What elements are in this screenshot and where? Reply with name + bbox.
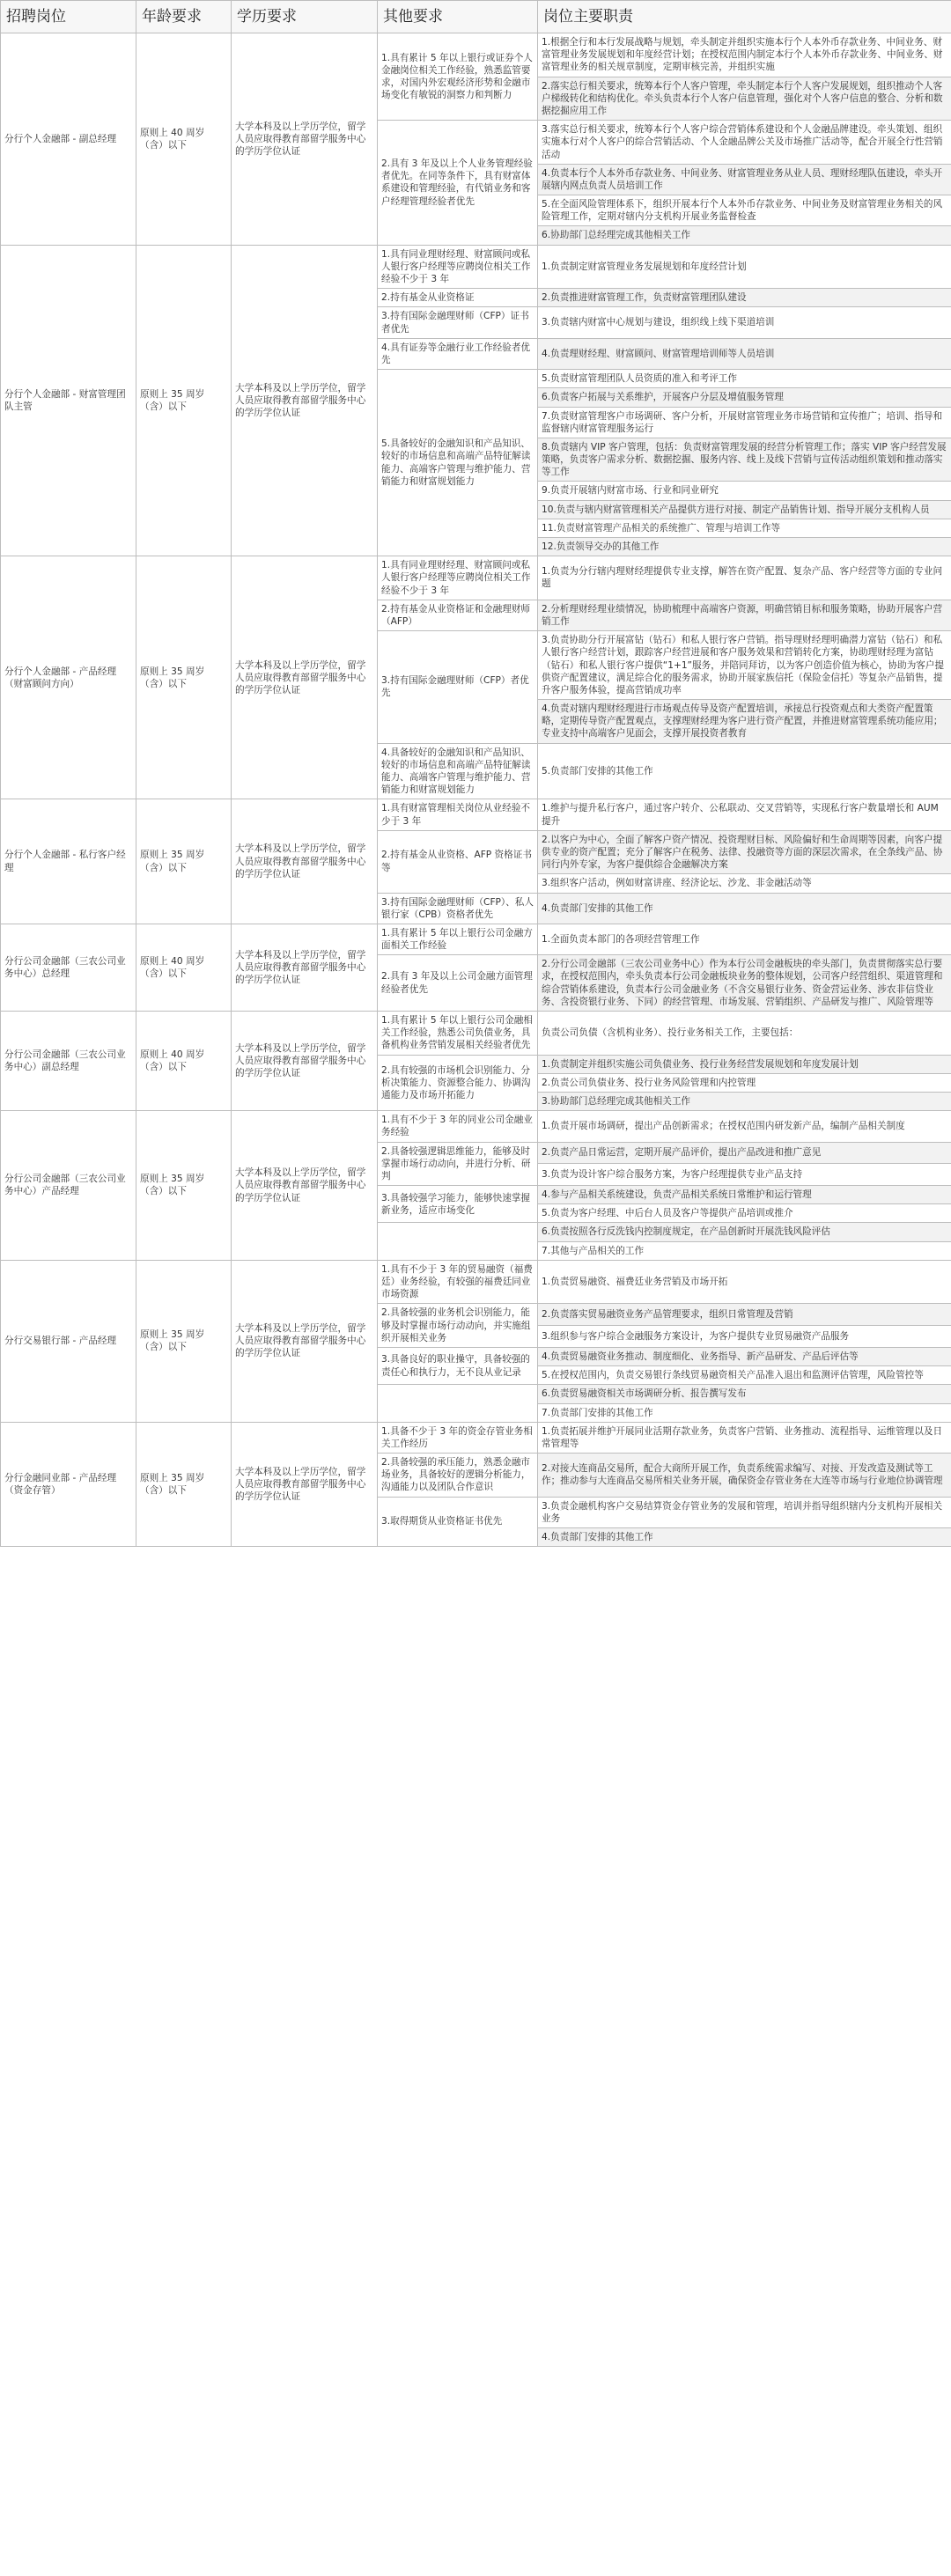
other-requirement-cell: 1.具有不少于 3 年的同业公司金融业务经验 [378,1111,538,1142]
other-requirement-cell: 3.持有国际金融理财师（CFP）证书者优先 [378,307,538,338]
table-row [1,245,951,289]
header-other-requirements: 其他要求 [378,1,538,33]
duty-cell: 2.负责推进财富管理工作，负责财富管理团队建设 [538,289,951,307]
duty-cell: 5.在全面风险管理体系下，组织开展本行个人本外币存款业务、中间业务及财富管理业务相关的风险管理工作，定期对辖内分支机构开展业务监督检查 [538,195,951,226]
duty-cell: 1.负责拓展并维护开展同业活期存款业务，负责客户营销、业务推动、流程指导、运维管理以及日常管理等 [538,1422,951,1453]
duty-cell: 2.负责落实贸易融资业务产品管理要求，组织日常管理及营销 [538,1304,951,1326]
age-requirement-cell: 原则上 35 周岁（含）以下 [136,1260,232,1422]
age-requirement-cell: 原则上 35 周岁（含）以下 [136,245,232,556]
duty-cell: 12.负责领导交办的其他工作 [538,538,951,556]
duty-cell: 4.负责部门安排的其他工作 [538,893,951,924]
age-requirement-cell: 原则上 35 周岁（含）以下 [136,799,232,924]
other-requirement-cell: 2.持有基金从业资格证 [378,289,538,307]
other-requirement-cell: 1.具有不少于 3 年的贸易融资（福费廷）业务经验，有较强的福费廷同业市场资源 [378,1260,538,1304]
duty-cell: 3.组织客户活动，例如财富讲座、经济论坛、沙龙、非金融活动等 [538,874,951,893]
age-requirement-cell: 原则上 35 周岁（含）以下 [136,1111,232,1261]
job-post-cell: 分行公司金融部（三农公司业务中心）产品经理 [1,1111,136,1261]
duty-cell: 8.负责辖内 VIP 客户管理，包括：负责财富管理发展的经营分析管理工作；落实 VIP 客户经营发展策略，负责客户需求分析、数据挖掘、服务内容、线上及线下营销与宣传活动组织策划和推动落实等工作 [538,438,951,482]
duty-cell: 6.负责按照各行反洗钱内控制度规定，在产品创新时开展洗钱风险评估 [538,1223,951,1241]
duty-cell: 1.全面负责本部门的各项经营管理工作 [538,924,951,954]
table-row [1,1111,951,1142]
other-requirement-cell [378,1385,538,1422]
duty-cell: 3.负责协助分行开展富钻（钻石）和私人银行客户营销。指导理财经理明确潜力富钻（钻石）和私人银行客户经营计划，跟踪客户经营进展和客户服务效果和营销转化方案，协助理财经理为富钻（钻石）和私人银行客户提供“1+1”服务，并陪同拜访，以为客户创造价值为核心，协助为客户提供资产配置建议，满足综合化的服务需求，协助开展家族信托（保险金信托）等复杂产品销售，提升客户服务体验，提高营销成功率 [538,631,951,700]
duty-cell: 4.负责理财经理、财富顾问、财富管理培训师等人员培训 [538,338,951,369]
other-requirement-cell: 5.具备较好的金融知识和产品知识、较好的市场信息和高端产品特征解读能力、高端客户管理与维护能力、营销能力和财富规划能力 [378,370,538,556]
duty-cell: 2.落实总行相关要求，统筹本行个人客户管理，牵头制定本行个人客户发展规划，组织推动个人客户梯级转化和结构优化。牵头负责本行个人客户信息管理，强化对个人客户信息的整合、分析和数据挖掘应用工作 [538,77,951,121]
table-row [1,1012,951,1056]
duty-cell: 5.负责为客户经理、中后台人员及客户等提供产品培训或推介 [538,1204,951,1223]
age-requirement-cell: 原则上 40 周岁（含）以下 [136,924,232,1011]
header-duties: 岗位主要职责 [538,1,951,33]
job-post-cell: 分行个人金融部 - 副总经理 [1,33,136,246]
other-requirement-cell: 2.具有 3 年及以上公司金融方面管理经验者优先 [378,955,538,1012]
duty-cell: 3.负责辖内财富中心规划与建设，组织线上线下渠道培训 [538,307,951,338]
other-requirement-cell: 2.持有基金从业资格证和金融理财师（AFP） [378,600,538,630]
duty-cell: 11.负责财富管理产品相关的系统推广、管理与培训工作等 [538,519,951,537]
job-post-cell: 分行公司金融部（三农公司业务中心）总经理 [1,924,136,1011]
duty-cell: 2.对接大连商品交易所，配合大商所开展工作，负责系统需求编写、对接、开发改造及测试等工作；推动参与大连商品交易所相关业务开展，确保资金存管业务在大连等市场与行业地位协调管理 [538,1454,951,1498]
job-post-cell: 分行个人金融部 - 私行客户经理 [1,799,136,924]
duty-cell: 7.负责部门安排的其他工作 [538,1403,951,1422]
header-post: 招聘岗位 [1,1,136,33]
duty-cell: 1.负责制定并组织实施公司负债业务、投行业务经营发展规划和年度发展计划 [538,1055,951,1073]
education-requirement-cell: 大学本科及以上学历学位，留学人员应取得教育部留学服务中心的学历学位认证 [232,556,378,799]
other-requirement-cell: 3.持有国际金融理财师（CFP）者优先 [378,631,538,744]
other-requirement-cell [378,1223,538,1260]
education-requirement-cell: 大学本科及以上学历学位，留学人员应取得教育部留学服务中心的学历学位认证 [232,245,378,556]
other-requirement-cell: 3.取得期货从业资格证书优先 [378,1497,538,1547]
table-header-row [1,1,951,33]
education-requirement-cell: 大学本科及以上学历学位，留学人员应取得教育部留学服务中心的学历学位认证 [232,33,378,246]
table-row [1,556,951,600]
job-post-cell: 分行公司金融部（三农公司业务中心）副总经理 [1,1012,136,1111]
other-requirement-cell: 3.持有国际金融理财师（CFP）、私人银行家（CPB）资格者优先 [378,893,538,924]
job-post-cell: 分行交易银行部 - 产品经理 [1,1260,136,1422]
duty-cell: 3.协助部门总经理完成其他相关工作 [538,1092,951,1110]
duty-cell: 3.落实总行相关要求，统筹本行个人客户综合营销体系建设和个人金融品牌建设。牵头策划、组织实施本行对个人客户的综合营销活动、个人金融品牌公关及市场推广活动等，配合开展全行性营销活动 [538,121,951,165]
duty-cell: 4.参与产品相关系统建设，负责产品相关系统日常维护和运行管理 [538,1186,951,1204]
table-row [1,924,951,954]
other-requirement-cell: 1.具备不少于 3 年的资金存管业务相关工作经历 [378,1422,538,1453]
duty-cell: 6.负责客户拓展与关系维护，开展客户分层及增值服务管理 [538,388,951,407]
duty-cell: 7.负责财富管理客户市场调研、客户分析，开展财富管理业务市场营销和宣传推广；培训、指导和监督辖内财富管理服务运行 [538,407,951,438]
duty-cell: 2.负责产品日常运营，定期开展产品评价，提出产品改进和推广意见 [538,1142,951,1164]
other-requirement-cell: 2.具备较强的承压能力，熟悉金融市场业务，具备较好的逻辑分析能力，沟通能力以及团队合作意识 [378,1454,538,1498]
other-requirement-cell: 3.具备较强学习能力，能够快速掌握新业务，适应市场变化 [378,1186,538,1223]
duty-cell: 3.负责金融机构客户交易结算资金存管业务的发展和管理，培训并指导组织辖内分支机构开展相关业务 [538,1497,951,1527]
other-requirement-cell: 2.具有较强的市场机会识别能力、分析决策能力、资源整合能力、协调沟通能力及市场开拓能力 [378,1055,538,1111]
education-requirement-cell: 大学本科及以上学历学位，留学人员应取得教育部留学服务中心的学历学位认证 [232,1111,378,1261]
education-requirement-cell: 大学本科及以上学历学位，留学人员应取得教育部留学服务中心的学历学位认证 [232,924,378,1011]
duty-cell: 1.负责制定财富管理业务发展规划和年度经营计划 [538,245,951,289]
table-row [1,1260,951,1304]
table-body [1,33,951,1547]
other-requirement-cell: 2.具备较强逻辑思维能力，能够及时掌握市场行动动向，并进行分析、研判 [378,1142,538,1186]
other-requirement-cell: 4.具备较好的金融知识和产品知识、较好的市场信息和高端产品特征解读能力、高端客户管理与维护能力、营销能力和财富规划能力 [378,743,538,799]
education-requirement-cell: 大学本科及以上学历学位，留学人员应取得教育部留学服务中心的学历学位认证 [232,1012,378,1111]
duty-cell: 3.负责为设计客户综合服务方案，为客户经理提供专业产品支持 [538,1164,951,1186]
other-requirement-cell: 1.具有累计 5 年以上银行公司金融方面相关工作经验 [378,924,538,954]
education-requirement-cell: 大学本科及以上学历学位，留学人员应取得教育部留学服务中心的学历学位认证 [232,799,378,924]
other-requirement-cell: 3.具备良好的职业操守，具备较强的责任心和执行力，无不良从业记录 [378,1347,538,1384]
duty-cell: 1.负责为分行辖内理财经理提供专业支撑，解答在资产配置、复杂产品、客户经营等方面的专业问题 [538,556,951,600]
duty-cell: 4.负责部门安排的其他工作 [538,1528,951,1547]
duty-cell: 1.根据全行和本行发展战略与规划，牵头制定并组织实施本行个人本外币存款业务、中间业务、财富管理业务发展规划和年度经营计划；在授权范围内制定本行个人本外币存款业务、中间业务、财富管理业务的相关规章制度，定期审核完善，并组织实施 [538,33,951,77]
duty-cell: 6.协助部门总经理完成其他相关工作 [538,226,951,245]
duty-cell: 2.分析理财经理业绩情况，协助梳理中高端客户资源，明确营销目标和服务策略，协助开展客户营销工作 [538,600,951,630]
job-post-cell: 分行个人金融部 - 财富管理团队主管 [1,245,136,556]
header-education: 学历要求 [232,1,378,33]
job-post-cell: 分行个人金融部 - 产品经理（财富顾问方向） [1,556,136,799]
duty-cell: 9.负责开展辖内财富市场、行业和同业研究 [538,482,951,500]
age-requirement-cell: 原则上 40 周岁（含）以下 [136,1012,232,1111]
duty-cell: 5.负责部门安排的其他工作 [538,743,951,799]
duty-cell: 7.其他与产品相关的工作 [538,1241,951,1260]
other-requirement-cell: 1.具有财富管理相关岗位从业经验不少于 3 年 [378,799,538,830]
duty-cell: 5.负责财富管理团队人员资质的准入和考评工作 [538,370,951,388]
duty-cell: 5.在授权范围内，负责交易银行条线贸易融资相关产品准入退出和监测评估管理，风险管控等 [538,1366,951,1385]
duty-cell: 2.分行公司金融部（三农公司业务中心）作为本行公司金融板块的牵头部门，负责贯彻落实总行要求，在授权范围内，牵头负责本行公司金融板块业务的整体规划，公司客户经营组织、渠道管理和综合营销体系建设，负责本行公司金融业务（不含交易银行业务、资金营运业务、涉农非信贷业务、含投资银行业务、下同）的经营管理、市场发展、营销组织、产品研发与推广、风险管理等 [538,955,951,1012]
education-requirement-cell: 大学本科及以上学历学位，留学人员应取得教育部留学服务中心的学历学位认证 [232,1260,378,1422]
duty-cell: 6.负责贸易融资相关市场调研分析、报告撰写发布 [538,1385,951,1403]
duty-cell: 3.组织参与客户综合金融服务方案设计，为客户提供专业贸易融资产品服务 [538,1326,951,1348]
age-requirement-cell: 原则上 35 周岁（含）以下 [136,1422,232,1547]
table-row [1,33,951,77]
duty-cell: 2.以客户为中心，全面了解客户资产情况、投资理财目标、风险偏好和生命周期等因素，向客户提供专业的资产配置；充分了解客户在税务、法律、投融资等方面的深层次需求，在全条线产品、协同行内外专家，为客户提供综合金融解决方案 [538,830,951,874]
other-requirement-cell: 1.具有同业理财经理、财富顾问或私人银行客户经理等应聘岗位相关工作经验不少于 3 年 [378,245,538,289]
duty-cell: 4.负责贸易融资业务推动、制度细化、业务指导、新产品研发、产品后评估等 [538,1347,951,1365]
duty-cell: 10.负责与辖内财富管理相关产品提供方进行对接、制定产品销售计划、指导开展分支机构人员 [538,500,951,519]
duty-cell: 1.负责贸易融资、福费廷业务营销及市场开拓 [538,1260,951,1304]
other-requirement-cell: 2.具备较强的业务机会识别能力，能够及时掌握市场行动动向，并实施组织开展相关业务 [378,1304,538,1348]
duty-cell: 负责公司负债（含机构业务）、投行业务相关工作，主要包括： [538,1012,951,1056]
table-row [1,799,951,830]
other-requirement-cell: 4.具有证券等金融行业工作经验者优先 [378,338,538,369]
table-row [1,1422,951,1453]
other-requirement-cell: 2.具有 3 年及以上个人业务管理经验者优先。在同等条件下，具有财富体系建设和管理经验，有代销业务和客户经理管理经验者优先 [378,121,538,246]
job-post-cell: 分行金融同业部 - 产品经理（资金存管） [1,1422,136,1547]
duty-cell: 4.负责对辖内理财经理进行市场观点传导及资产配置培训，承接总行投资观点和大类资产配置策略，定期传导资产配置观点，支撑理财经理为客户进行资产配置，并推进财富管理系统功能应用；专业支持中高端客户见面会，支撑开展投资者教育 [538,700,951,744]
duty-cell: 1.负责开展市场调研，提出产品创新需求；在授权范围内研发新产品，编制产品相关制度 [538,1111,951,1142]
duty-cell: 1.维护与提升私行客户，通过客户转介、公私联动、交叉营销等，实现私行客户数量增长和 AUM 提升 [538,799,951,830]
age-requirement-cell: 原则上 35 周岁（含）以下 [136,556,232,799]
other-requirement-cell: 2.持有基金从业资格、AFP 资格证书等 [378,830,538,893]
education-requirement-cell: 大学本科及以上学历学位，留学人员应取得教育部留学服务中心的学历学位认证 [232,1422,378,1547]
other-requirement-cell: 1.具有累计 5 年以上银行或证券个人金融岗位相关工作经验，熟悉监管要求，对国内外宏观经济形势和金融市场变化有敏锐的洞察力和判断力 [378,33,538,121]
other-requirement-cell: 1.具有累计 5 年以上银行公司金融相关工作经验，熟悉公司负债业务，具备机构业务营销发展相关经验者优先 [378,1012,538,1056]
other-requirement-cell: 1.具有同业理财经理、财富顾问或私人银行客户经理等应聘岗位相关工作经验不少于 3 年 [378,556,538,600]
age-requirement-cell: 原则上 40 周岁（含）以下 [136,33,232,246]
duty-cell: 4.负责本行个人本外币存款业务、中间业务、财富管理业务从业人员、理财经理队伍建设，牵头开展辖内网点负责人员培训工作 [538,164,951,195]
header-age: 年龄要求 [136,1,232,33]
duty-cell: 2.负责公司负债业务、投行业务风险管理和内控管理 [538,1073,951,1092]
